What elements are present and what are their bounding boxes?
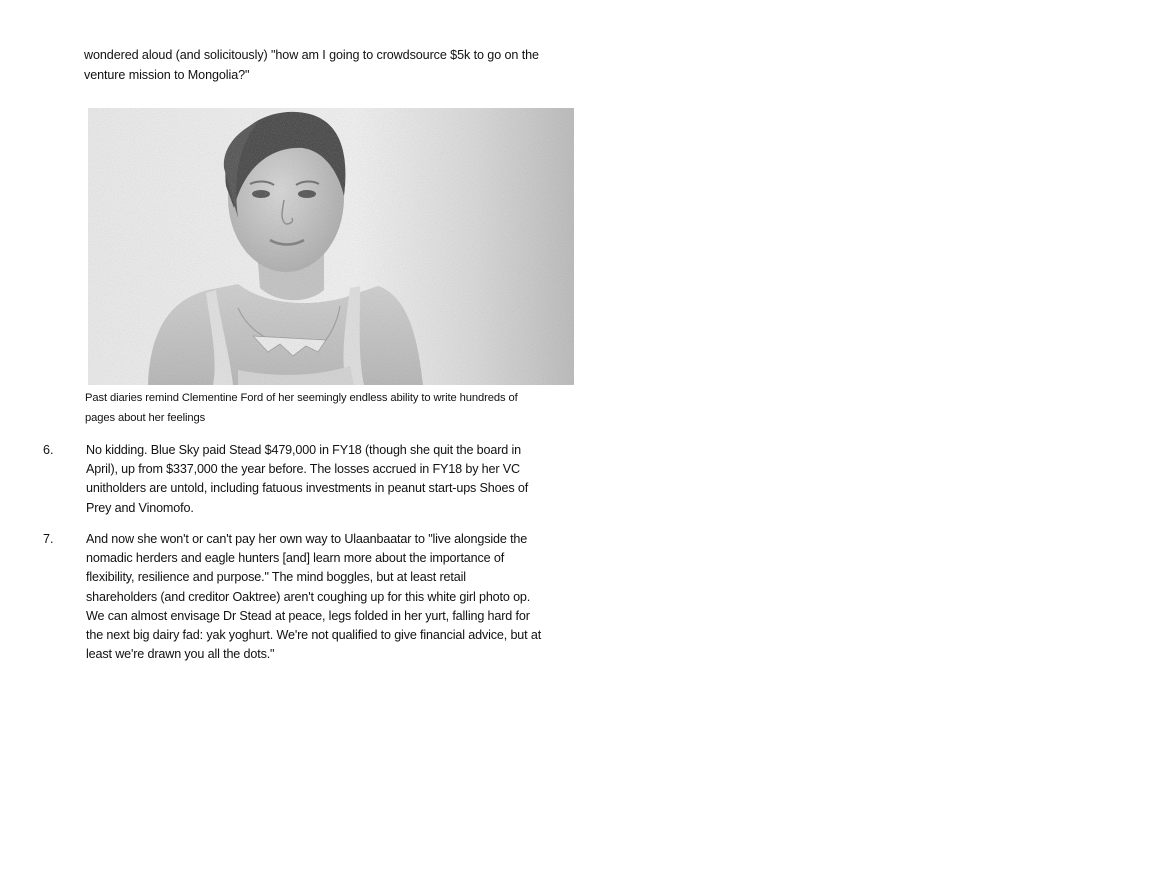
paragraph-body xyxy=(86,530,586,664)
caption-line: pages about her feelings xyxy=(85,411,206,424)
paragraph-body xyxy=(86,441,586,518)
portrait-photo xyxy=(88,108,574,385)
paragraph-line: No kidding. Blue Sky paid Stead $479,000 in FY18 (though she quit the board in xyxy=(86,443,521,457)
paragraph-number: 7. xyxy=(43,532,54,546)
caption-line: Past diaries remind Clementine Ford of her seemingly endless ability to write hundreds of xyxy=(85,392,518,404)
paragraph-line: We can almost envisage Dr Stead at peace, legs folded in her yurt, falling hard for xyxy=(86,608,530,623)
photo-caption xyxy=(85,389,565,428)
paragraph-line: Prey and Vinomofo. xyxy=(86,500,194,515)
paragraph-line: flexibility, resilience and purpose." The mind boggles, but at least retail xyxy=(86,570,466,585)
paragraph-line: the next big dairy fad: yak yoghurt. We're not qualified to give financial advice, but at xyxy=(86,628,542,643)
intro-line: wondered aloud (and solicitously) "how am I going to crowdsource $5k to go on the xyxy=(84,48,539,62)
paragraph-line: unitholders are untold, including fatuous investments in peanut start-ups Shoes of xyxy=(86,481,529,496)
paragraph-line: shareholders (and creditor Oaktree) aren't coughing up for this white girl photo op. xyxy=(86,589,531,604)
intro-paragraph xyxy=(84,46,564,85)
paragraph-line: least we're drawn you all the dots." xyxy=(86,647,275,662)
paragraph-number: 6. xyxy=(43,443,54,457)
intro-line: venture mission to Mongolia?" xyxy=(84,67,250,82)
paragraph-line: April), up from $337,000 the year before. The losses accrued in FY18 by her VC xyxy=(86,462,520,477)
paragraph-line: And now she won't or can't pay her own way to Ulaanbaatar to "live alongside the xyxy=(86,532,528,546)
paragraph-line: nomadic herders and eagle hunters [and] learn more about the importance of xyxy=(86,551,505,566)
